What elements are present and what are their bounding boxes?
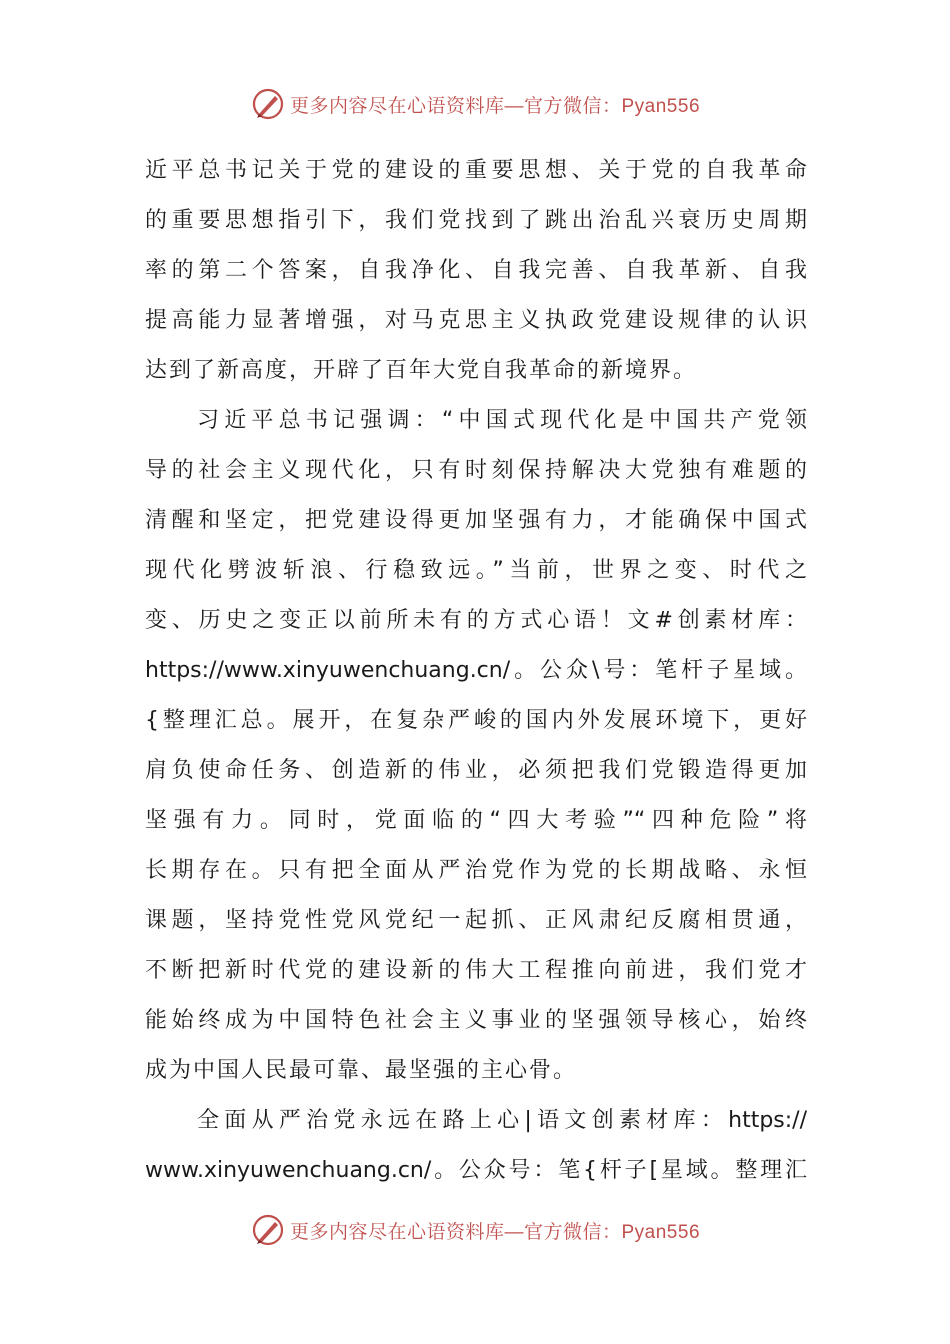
body-line: 能始终成为中国特色社会主义事业的坚强领导核心，始终 [145,1008,807,1033]
footer-banner-main: 更多内容尽在心语资料库 [289,1220,505,1243]
body-line: {整理汇总。展开，在复杂严峻的国内外发展环境下，更好 [145,708,807,733]
footer-banner-text [290,1217,700,1244]
pen-logo-icon [250,1212,286,1248]
body-line: 的重要思想指引下，我们党找到了跳出治乱兴衰历史周期 [145,208,807,233]
body-line: 长期存在。只有把全面从严治党作为党的长期战略、永恒 [145,858,807,883]
body-line: 清醒和坚定，把党建设得更加坚强有力，才能确保中国式 [145,508,807,533]
header-banner-text [290,91,700,118]
body-line: 现代化劈波斩浪、行稳致远。”当前，世界之变、时代之 [145,558,807,583]
header-banner-main: 更多内容尽在心语资料库 [289,94,505,117]
body-line: 达到了新高度，开辟了百年大党自我革命的新境界。 [145,358,698,383]
body-line: https://www.xinyuwenchuang.cn/。公众\号：笔杆子星域。 [145,658,807,683]
body-line: 习近平总书记强调：“中国式现代化是中国共产党领 [197,408,807,433]
body-line: 成为中国人民最可靠、最坚强的主心骨。 [145,1058,578,1083]
document-body [145,146,807,1196]
body-line: 导的社会主义现代化，只有时刻保持解决大党独有难题的 [145,458,807,483]
footer-banner [0,1210,950,1250]
body-line: 变、历史之变正以前所未有的方式心语！文#创素材库： [145,608,807,633]
footer-banner-tail: —官方微信：Pyan556 [504,1221,701,1243]
body-line: 坚强有力。同时，党面临的“四大考验”“四种危险”将 [145,808,807,833]
header-banner-tail: —官方微信：Pyan556 [504,95,701,117]
body-line: 提高能力显著增强，对马克思主义执政党建设规律的认识 [145,308,807,333]
body-line: 近平总书记关于党的建设的重要思想、关于党的自我革命 [145,158,807,183]
body-line: 不断把新时代党的建设新的伟大工程推向前进，我们党才 [145,958,807,983]
pen-logo-icon [250,86,286,122]
body-line: www.xinyuwenchuang.cn/。公众号：笔{杆子[星域。整理汇 [145,1158,807,1183]
body-line: 全面从严治党永远在路上心|语文创素材库：https:// [197,1108,807,1133]
header-banner [0,84,950,124]
body-line: 率的第二个答案，自我净化、自我完善、自我革新、自我 [145,258,807,283]
body-line: 课题，坚持党性党风党纪一起抓、正风肃纪反腐相贯通， [145,908,807,933]
body-line: 肩负使命任务、创造新的伟业，必须把我们党锻造得更加 [145,758,807,783]
